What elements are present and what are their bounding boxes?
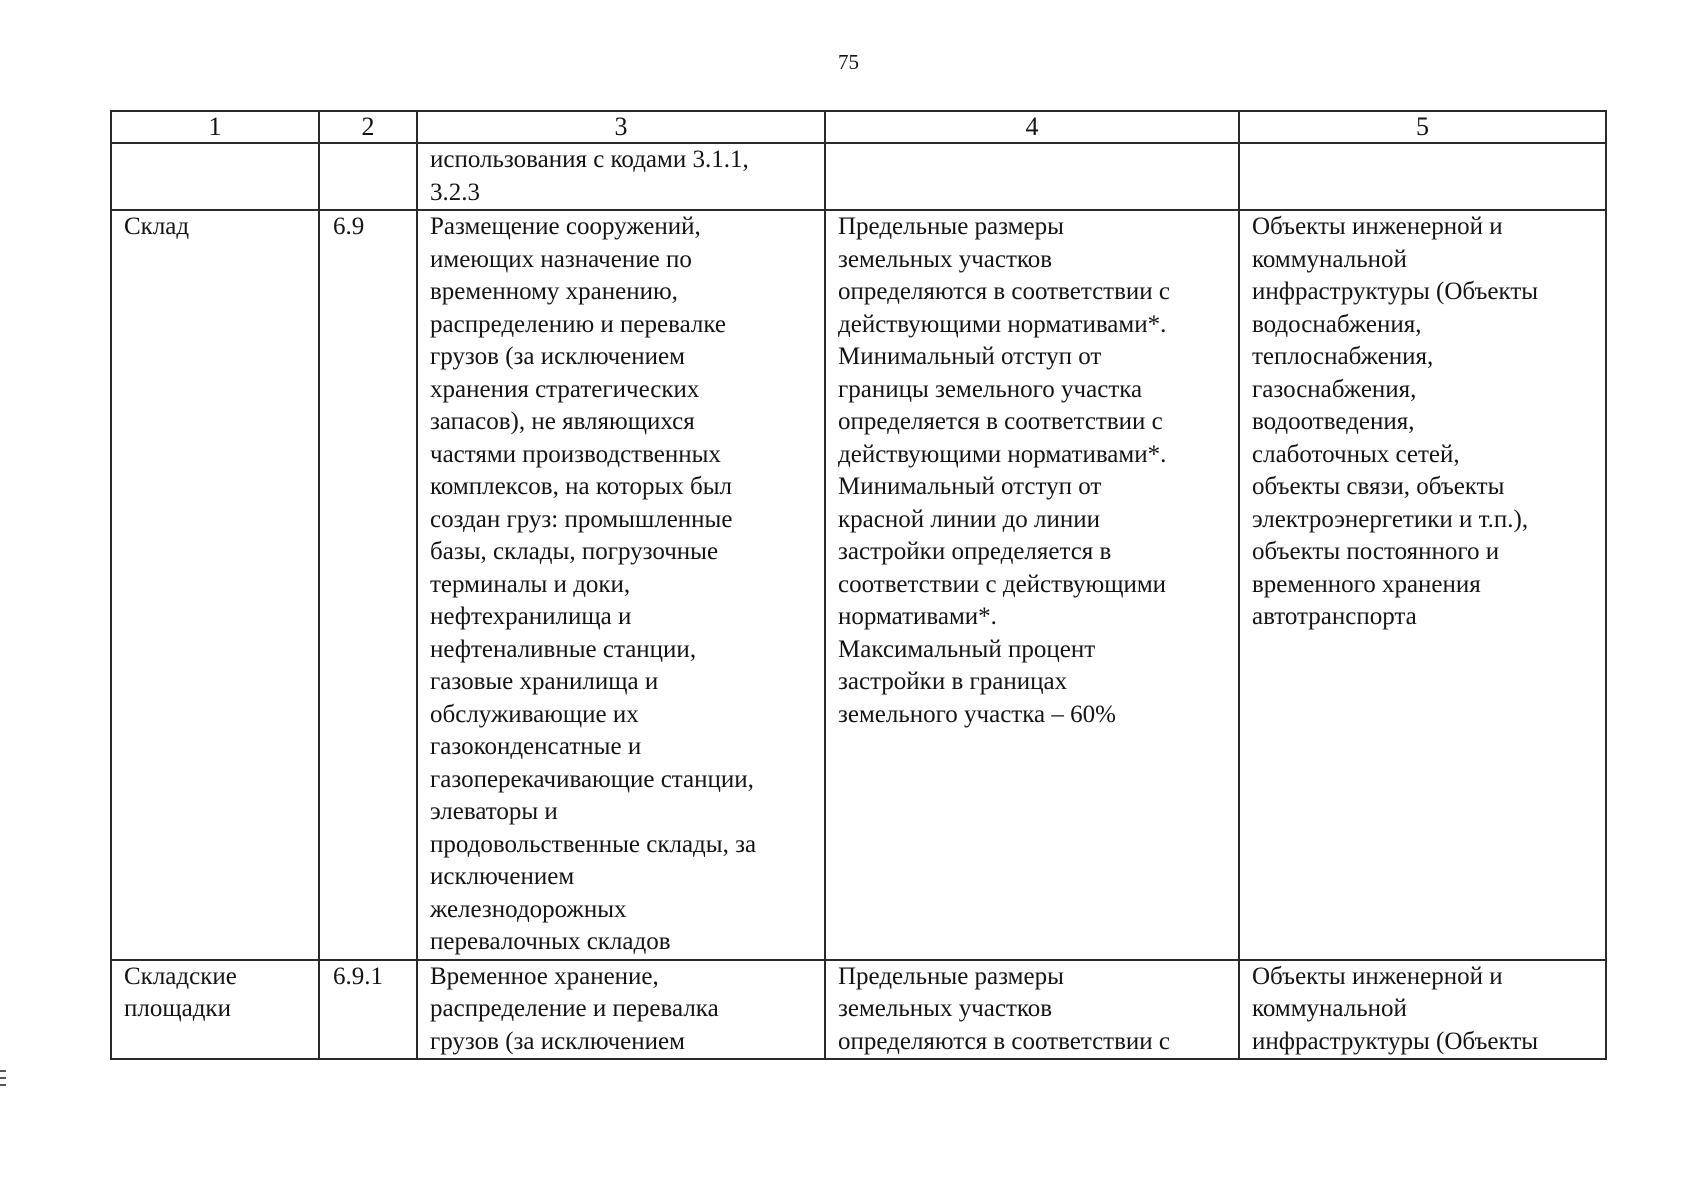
header-col-3: 3 — [417, 111, 825, 143]
scan-mark — [0, 1070, 6, 1072]
use-description-cell: Размещение сооружений, имеющих назначение по временному хранению, распределению и перевалке грузов (за исключением хранения стратегических запасов), не являющихся частями производственных комплексов, на которых был создан груз: промышленные базы, склады, погрузочные терминалы и доки, нефтехранилища и нефтеналивные станции, газовые хранилища и обслуживающие их газоконденсатные и газоперекачивающие станции, элеваторы и продовольственные склады, за исключением железнодорожных перевалочных складов — [417, 210, 825, 960]
table-row — [111, 143, 1606, 210]
zoning-table — [110, 110, 1607, 1060]
use-code-cell — [319, 143, 417, 210]
auxiliary-uses-cell: Объекты инженерной и коммунальной инфраструктуры (Объекты водоснабжения, теплоснабжения, газоснабжения, водоотведения, слаботочных сетей, объекты связи, объекты электроэнергетики и т.п.), объекты постоянного и временного хранения автотранспорта — [1239, 210, 1606, 960]
page-number: 75 — [838, 50, 859, 74]
use-description-cell: Временное хранение, распределение и перевалка грузов (за исключением — [417, 960, 825, 1060]
scan-mark — [0, 1084, 6, 1086]
use-description-cell: использования с кодами 3.1.1, 3.2.3 — [417, 143, 825, 210]
use-name-cell — [111, 143, 319, 210]
scan-mark — [0, 1077, 6, 1079]
header-col-1: 1 — [111, 111, 319, 143]
header-row — [111, 111, 1606, 143]
use-code-cell: 6.9.1 — [319, 960, 417, 1060]
use-name-cell: Складские площадки — [111, 960, 319, 1060]
parameters-cell — [825, 143, 1239, 210]
scan-edge-marks — [0, 1070, 6, 1091]
use-name-cell: Склад — [111, 210, 319, 960]
table-row — [111, 960, 1606, 1060]
auxiliary-uses-cell: Объекты инженерной и коммунальной инфраструктуры (Объекты — [1239, 960, 1606, 1060]
header-col-2: 2 — [319, 111, 417, 143]
table-body — [111, 143, 1606, 1059]
table-row — [111, 210, 1606, 960]
auxiliary-uses-cell — [1239, 143, 1606, 210]
table-header — [111, 111, 1606, 143]
use-code-cell: 6.9 — [319, 210, 417, 960]
header-col-5: 5 — [1239, 111, 1606, 143]
header-col-4: 4 — [825, 111, 1239, 143]
parameters-cell: Предельные размеры земельных участков определяются в соответствии с действующими нормативами*. Минимальный отступ от границы земельного участка определяется в соответствии с действующими нормативами*. Минимальный отступ от красной линии до линии застройки определяется в соответствии с действующими нормативами*. Максимальный процент застройки в границах земельного участка – 60% — [825, 210, 1239, 960]
parameters-cell: Предельные размеры земельных участков определяются в соответствии с — [825, 960, 1239, 1060]
